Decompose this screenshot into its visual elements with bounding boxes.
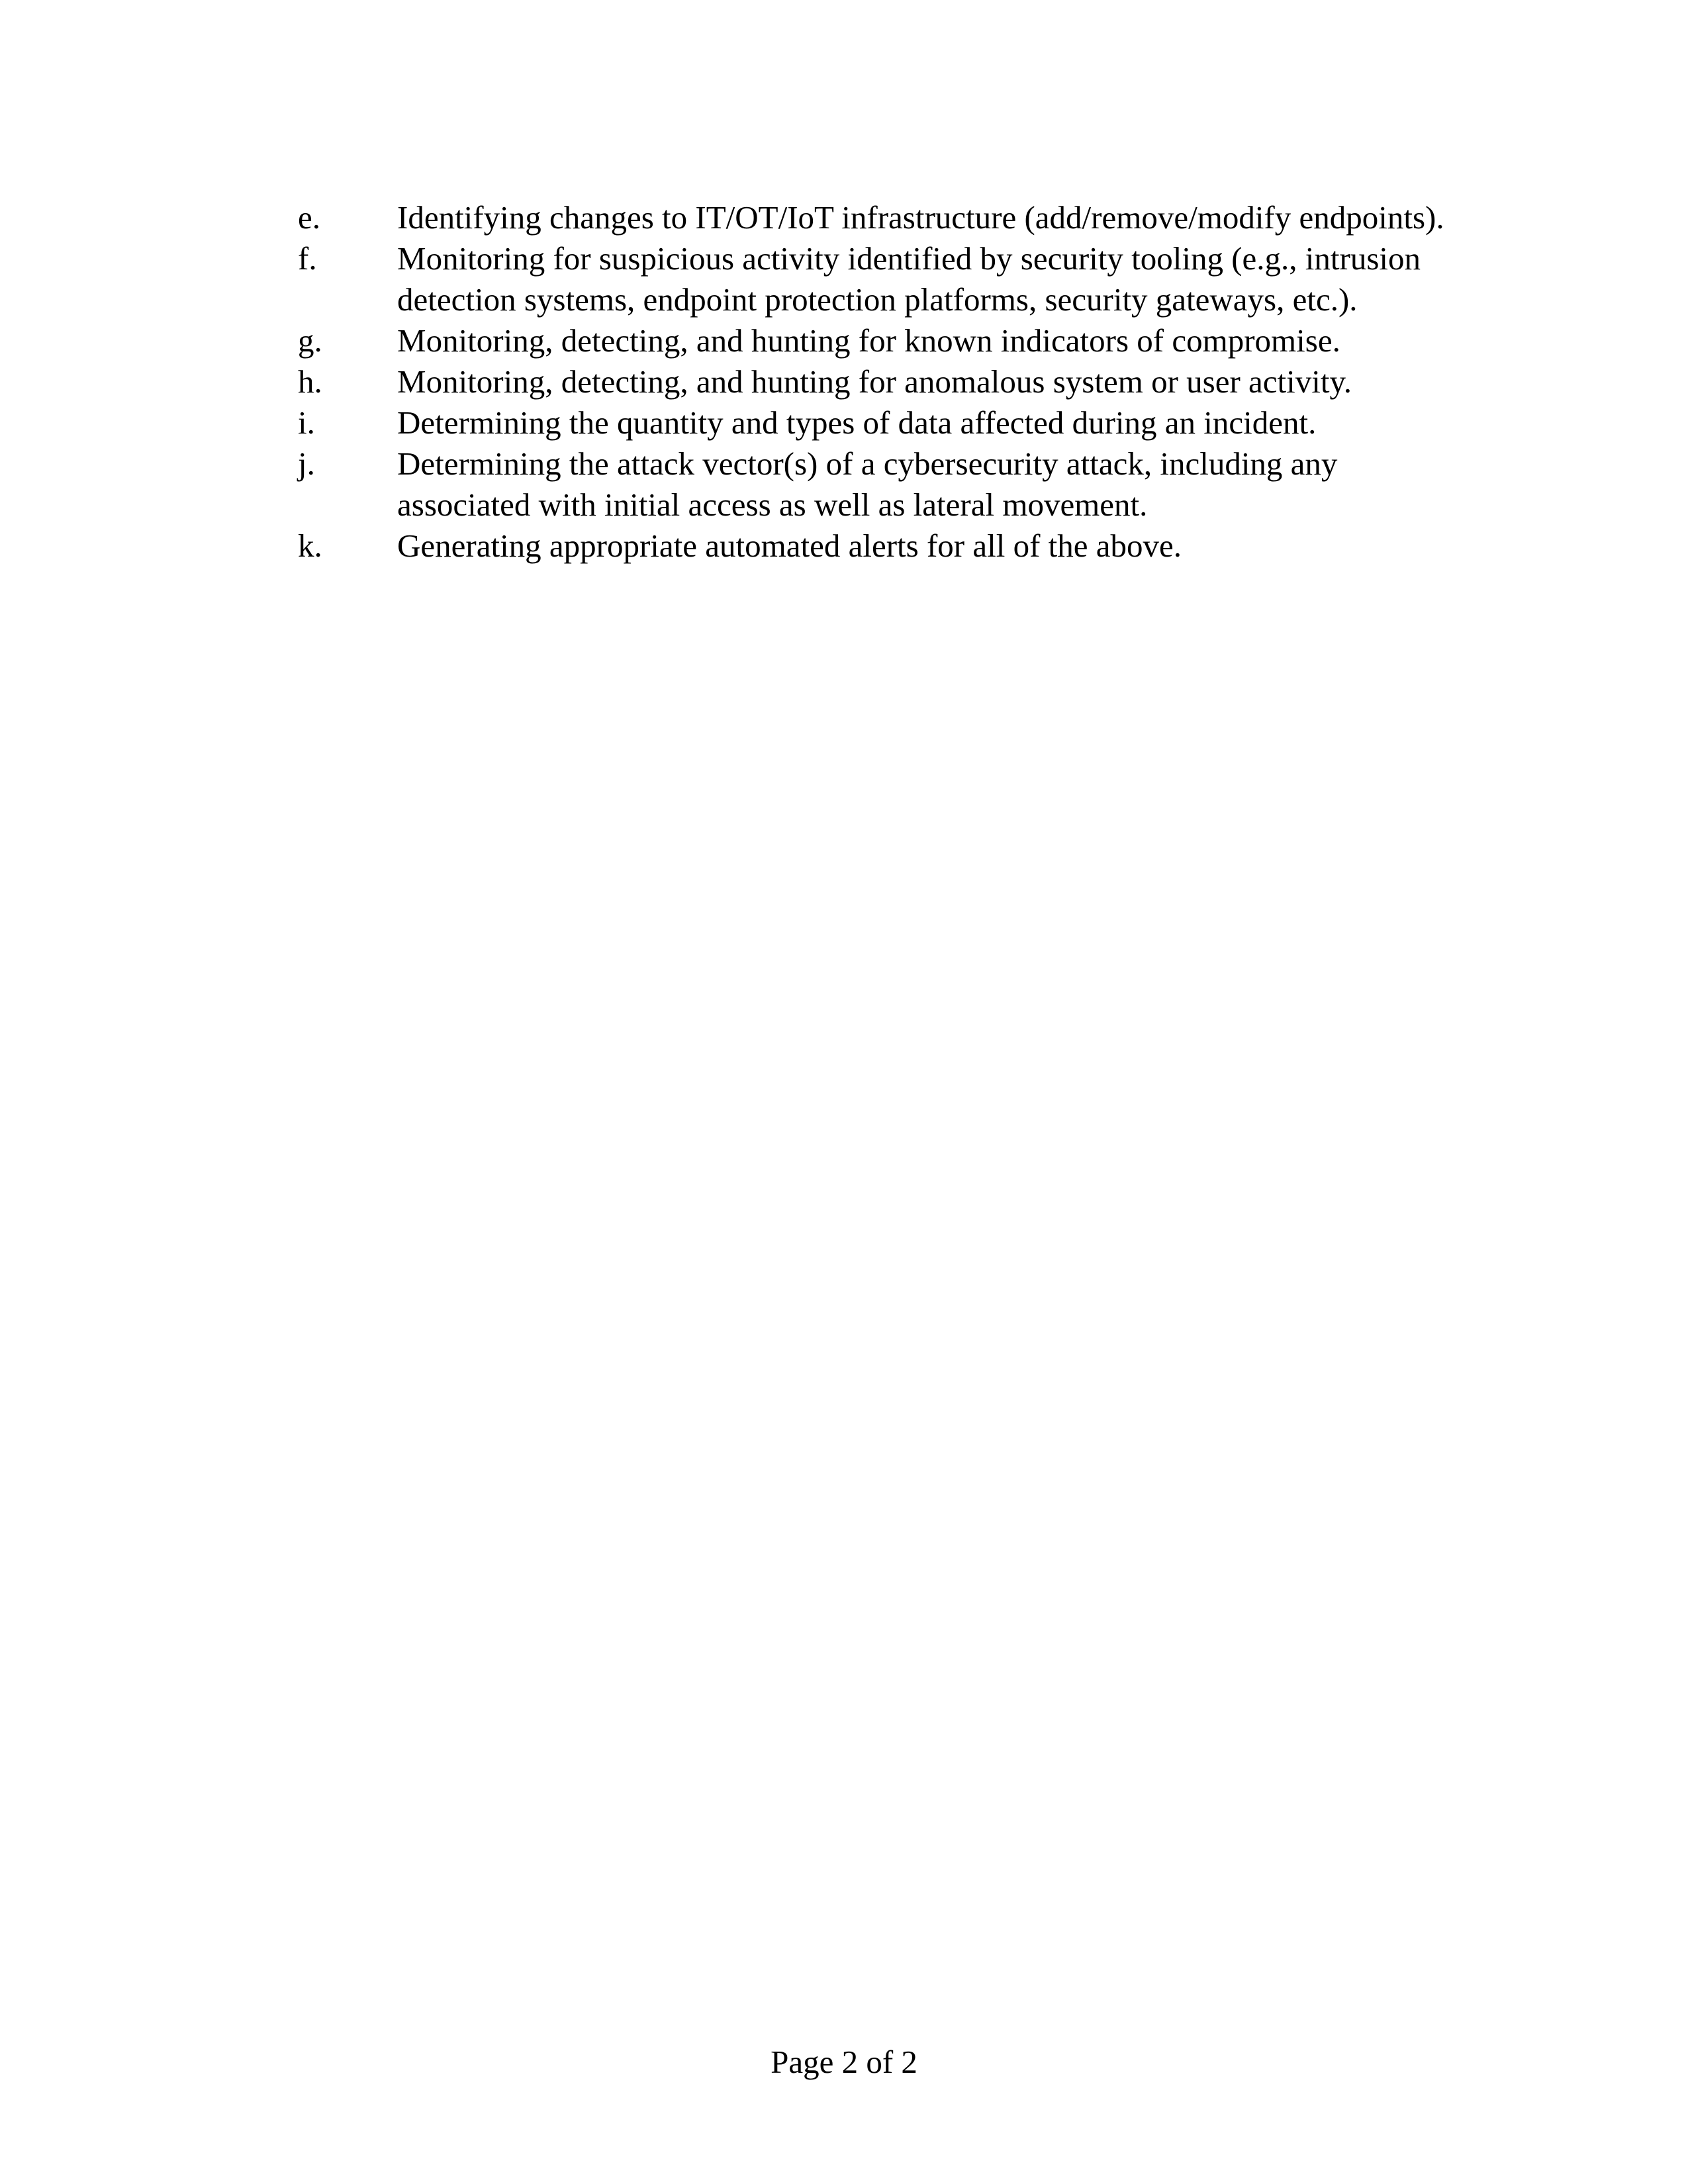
list-item [298, 197, 1489, 238]
list-item-text [397, 238, 1489, 320]
list-item-marker: h. [298, 363, 322, 400]
list-item [298, 361, 1489, 402]
list-item-marker: i. [298, 404, 315, 441]
list-item [298, 525, 1489, 567]
list-item-line: Determining the quantity and types of data affected during an incident. [397, 404, 1317, 441]
list-item-line: Generating appropriate automated alerts for all of the above. [397, 527, 1182, 564]
list-item [298, 238, 1489, 320]
list-item-text [397, 443, 1489, 525]
list-item [298, 320, 1489, 361]
list-item-line: associated with initial access as well as lateral movement. [397, 486, 1148, 523]
list-item-text [397, 402, 1489, 443]
list-item-marker: g. [298, 322, 322, 359]
list-item-marker: j. [298, 445, 315, 482]
list-item-text [397, 525, 1489, 567]
list-item [298, 443, 1489, 525]
list-item-text [397, 197, 1489, 238]
list-item-text [397, 361, 1489, 402]
list-item-line: Identifying changes to IT/OT/IoT infrastructure (add/remove/modify endpoints). [397, 199, 1444, 236]
list-item-line: detection systems, endpoint protection platforms, security gateways, etc.). [397, 281, 1358, 318]
list-item-marker: f. [298, 240, 317, 277]
list-item-line: Monitoring for suspicious activity identified by security tooling (e.g., intrusion [397, 240, 1421, 277]
list-item-line: Monitoring, detecting, and hunting for known indicators of compromise. [397, 322, 1340, 359]
list-item-marker: k. [298, 527, 322, 564]
page-number-footer: Page 2 of 2 [771, 2044, 917, 2080]
list-item-text [397, 320, 1489, 361]
list-item-line: Monitoring, detecting, and hunting for anomalous system or user activity. [397, 363, 1352, 400]
requirements-list [298, 197, 1489, 567]
list-item-line: Determining the attack vector(s) of a cybersecurity attack, including any [397, 445, 1338, 482]
list-item [298, 402, 1489, 443]
list-item-marker: e. [298, 199, 320, 236]
